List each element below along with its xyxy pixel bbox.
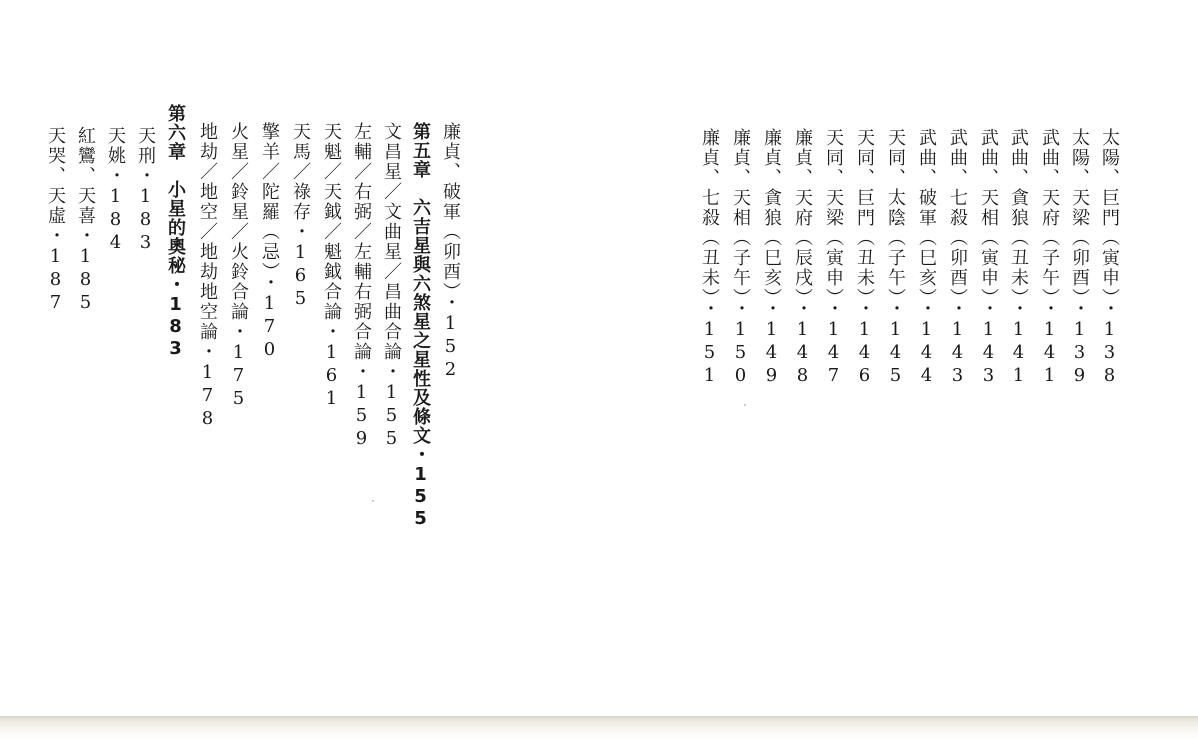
- toc-entry: 天馬／祿存・165: [290, 122, 311, 311]
- toc-entry: 擎羊／陀羅（忌）・170: [259, 122, 280, 362]
- toc-entry: 廉貞、破軍（卯酉）・152: [440, 122, 461, 382]
- scan-speck: [744, 404, 746, 406]
- toc-entry: 廉貞、七殺（丑未）・151: [699, 128, 720, 388]
- toc-entry: 太陽、巨門（寅申）・138: [1099, 128, 1120, 388]
- scan-speck: [372, 500, 374, 502]
- toc-entry: 天同、天梁（寅申）・147: [823, 128, 844, 388]
- toc-entry: 天同、巨門（丑未）・146: [854, 128, 875, 388]
- toc-entry: 武曲、破軍（巳亥）・144: [916, 128, 937, 388]
- toc-entry: 廉貞、天府（辰戌）・148: [792, 128, 813, 388]
- toc-entry: 天刑・183: [135, 126, 156, 255]
- page-bottom-edge: [0, 716, 1198, 740]
- toc-entry: 廉貞、天相（子午）・150: [730, 128, 751, 388]
- toc-entry: 天魁／天鉞／魁鉞合論・161: [321, 122, 342, 411]
- toc-entry: 天同、太陰（子午）・145: [885, 128, 906, 388]
- toc-entry: 武曲、七殺（卯酉）・143: [947, 128, 968, 388]
- toc-entry: 紅鸞、天喜・185: [75, 126, 96, 315]
- toc-entry: 廉貞、貪狼（巳亥）・149: [761, 128, 782, 388]
- toc-entry: 武曲、天府（子午）・141: [1039, 128, 1060, 388]
- toc-entry: 左輔／右弼／左輔右弼合論・159: [351, 122, 372, 451]
- chapter-heading: 第六章 小星的奧秘・183: [165, 104, 186, 360]
- toc-entry: 火星／鈴星／火鈴合論・175: [228, 122, 249, 411]
- chapter-heading: 第五章 六吉星與六煞星之星性及條文・155: [410, 122, 431, 530]
- toc-entry: 天哭、天虛・187: [45, 126, 66, 315]
- toc-entry: 太陽、天梁（卯酉）・139: [1069, 128, 1090, 388]
- toc-entry: 天姚・184: [105, 126, 126, 255]
- toc-entry: 文昌星／文曲星／昌曲合論・155: [381, 122, 402, 451]
- toc-entry: 武曲、貪狼（丑未）・141: [1008, 128, 1029, 388]
- toc-entry: 地劫／地空／地劫地空論・178: [197, 122, 218, 431]
- toc-entry: 武曲、天相（寅申）・143: [978, 128, 999, 388]
